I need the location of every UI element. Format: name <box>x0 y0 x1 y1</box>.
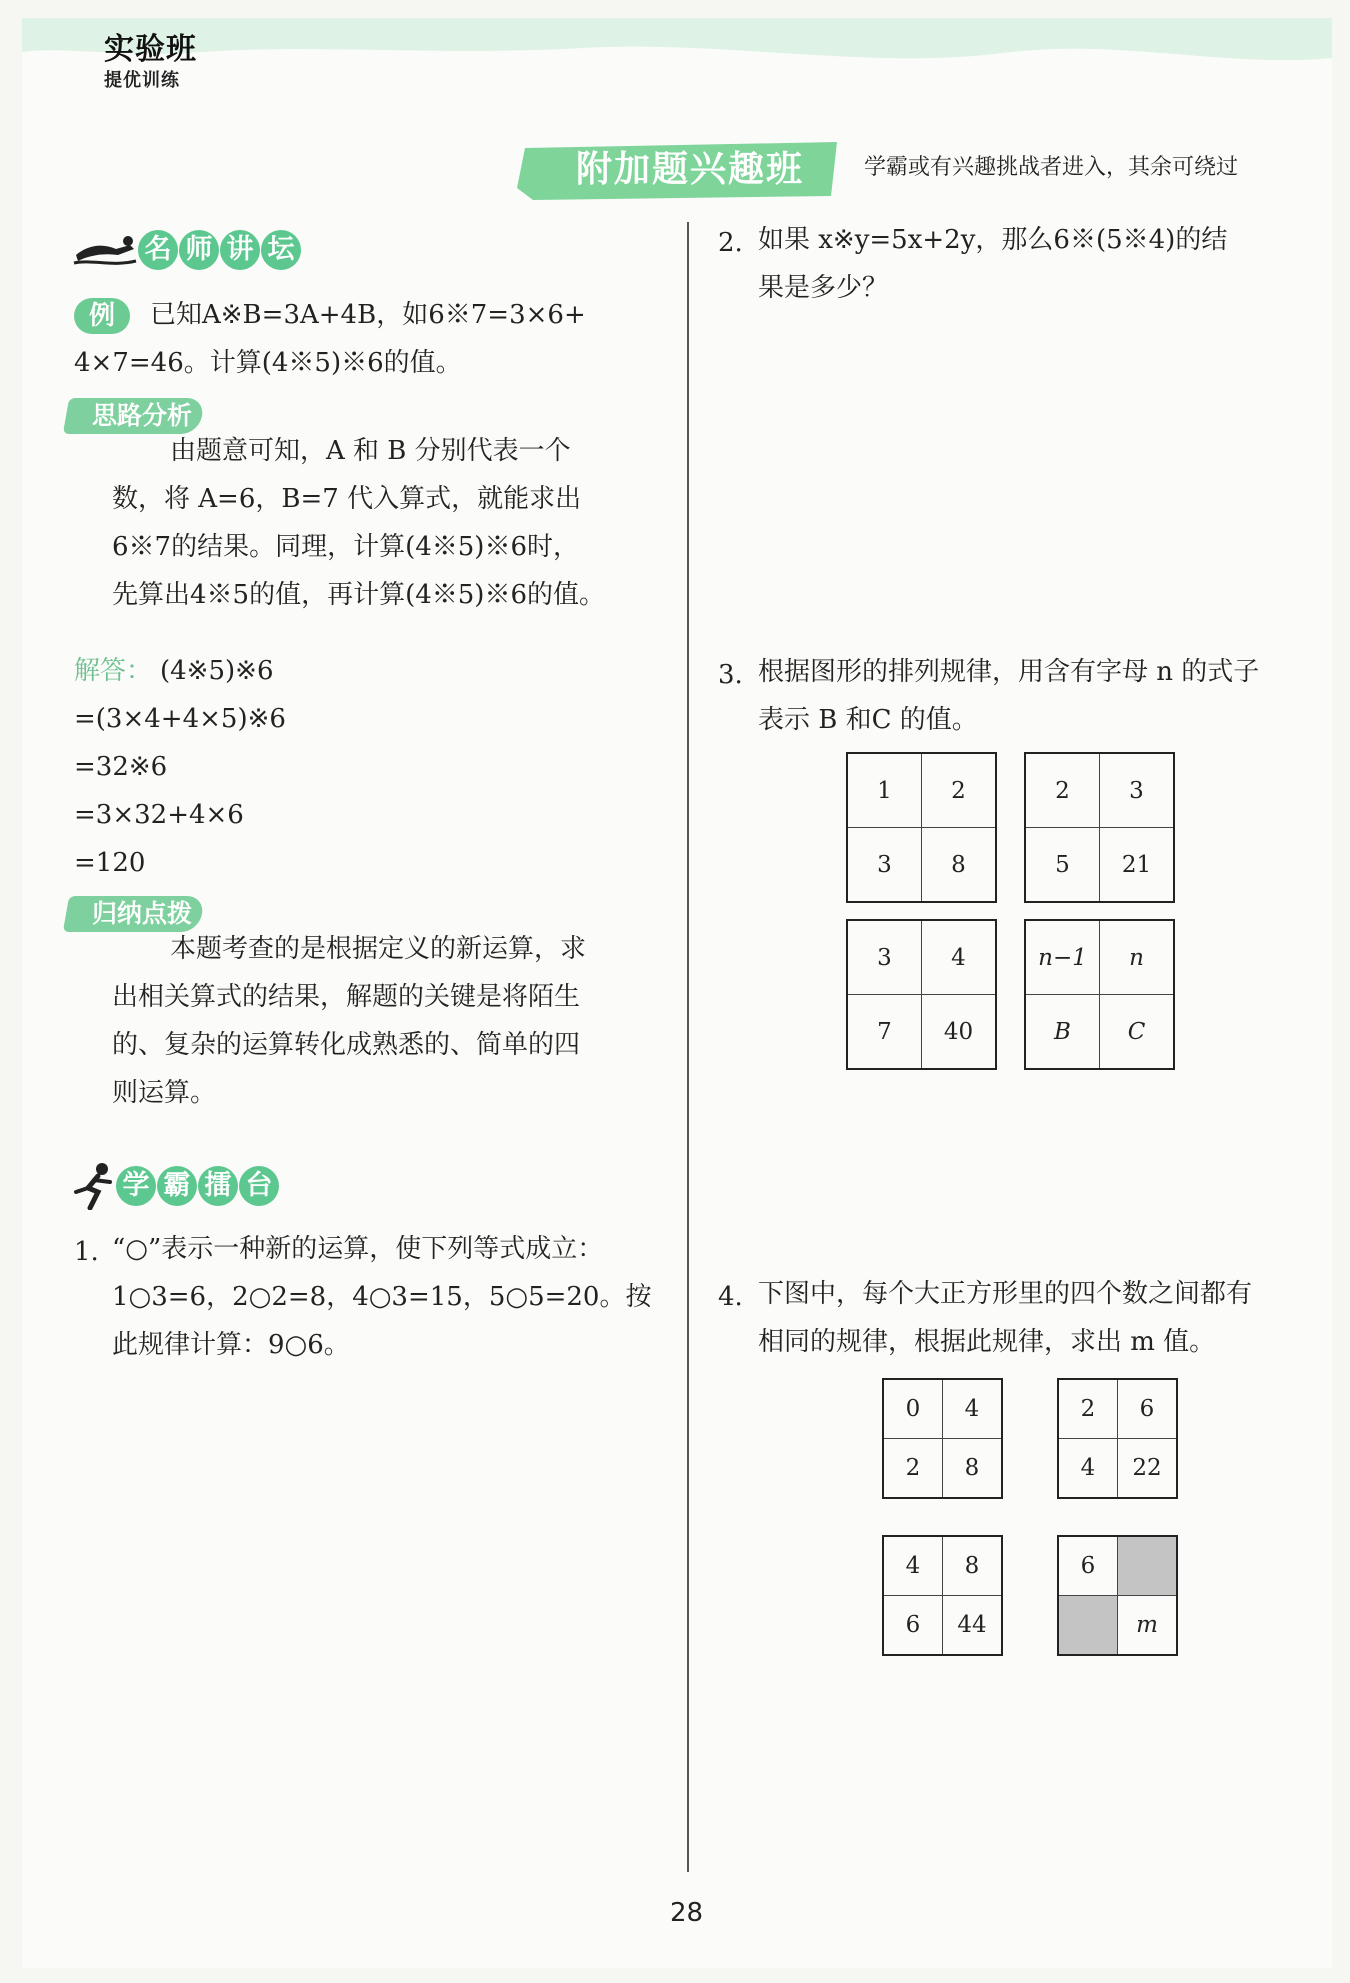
grid-cell: 4 <box>943 1379 1003 1439</box>
grid-cell: 3 <box>1100 753 1175 828</box>
grid-cell: 1 <box>847 753 922 828</box>
grid-cell: 4 <box>883 1536 943 1596</box>
grid-cell: 40 <box>922 995 997 1070</box>
section2-char-0: 学 <box>116 1166 156 1206</box>
grid-cell-shaded <box>1118 1536 1178 1596</box>
q4-grid-3 <box>882 1535 1003 1656</box>
analysis-line-3: 6※7的结果。同理，计算(4※5)※6时， <box>112 532 579 562</box>
summary-line-4: 则运算。 <box>112 1078 217 1108</box>
q2-line-1: 如果 x※y=5x+2y，那么6※(5※4)的结 <box>758 225 1228 255</box>
page-number: 28 <box>670 1898 704 1928</box>
q1-line-3: 此规律计算：9○6。 <box>112 1330 350 1360</box>
q3-grid-1 <box>846 752 997 903</box>
summary-tag: 归纳点拨 <box>63 896 205 932</box>
grid-cell: 3 <box>847 828 922 903</box>
grid-cell: 4 <box>1058 1439 1118 1499</box>
q2-number: 2. <box>718 228 743 258</box>
grid-cell: 6 <box>1118 1379 1178 1439</box>
grid-cell: 0 <box>883 1379 943 1439</box>
grid-cell-shaded <box>1058 1596 1118 1656</box>
analysis-tag: 思路分析 <box>63 398 205 434</box>
analysis-line-2: 数，将 A=6，B=7 代入算式，就能求出 <box>112 484 582 514</box>
q3-line-1: 根据图形的排列规律，用含有字母 n 的式子 <box>758 657 1260 687</box>
grid-cell: 5 <box>1025 828 1100 903</box>
summary-line-2: 出相关算式的结果，解题的关键是将陌生 <box>112 982 581 1012</box>
grid-cell: 8 <box>943 1536 1003 1596</box>
grid-cell: 6 <box>883 1596 943 1656</box>
q1-number: 1. <box>74 1237 99 1267</box>
section-champion-stage <box>72 1162 280 1210</box>
section2-char-3: 台 <box>239 1166 279 1206</box>
q2-line-2: 果是多少？ <box>758 273 889 303</box>
example-badge: 例 <box>74 298 130 334</box>
grid-cell: 2 <box>922 753 997 828</box>
q4-number: 4. <box>718 1282 743 1312</box>
answer-line-2: =(3×4+4×5)※6 <box>74 704 286 734</box>
q4-grid-2 <box>1057 1378 1178 1499</box>
section1-char-0: 名 <box>138 230 178 270</box>
grid-cell: 2 <box>1058 1379 1118 1439</box>
q3-number: 3. <box>718 660 743 690</box>
q4-line-2: 相同的规律，根据此规律，求出 m 值。 <box>758 1327 1216 1357</box>
q3-grid-3 <box>846 919 997 1070</box>
swimmer-icon <box>72 233 138 267</box>
answer-line-4: =3×32+4×6 <box>74 800 244 830</box>
grid-cell: 21 <box>1100 828 1175 903</box>
brand-line1: 实验班 <box>104 32 197 67</box>
answer-line-5: =120 <box>74 848 146 878</box>
banner-title: 附加题兴趣班 <box>575 149 804 190</box>
example-line-1: 已知A※B=3A+4B，如6※7=3×6+ <box>150 300 586 330</box>
answer-line-1: (4※5)※6 <box>160 656 274 686</box>
section2-char-2: 擂 <box>198 1166 238 1206</box>
grid-cell: B <box>1025 995 1100 1070</box>
section1-char-2: 讲 <box>220 230 260 270</box>
section-teacher-forum <box>72 230 302 270</box>
q1-line-2: 1○3=6，2○2=8，4○3=15，5○5=20。按 <box>112 1282 652 1312</box>
summary-line-3: 的、复杂的运算转化成熟悉的、简单的四 <box>112 1030 581 1060</box>
grid-cell: n−1 <box>1025 920 1100 995</box>
grid-cell: 4 <box>922 920 997 995</box>
grid-cell: 6 <box>1058 1536 1118 1596</box>
banner-note: 学霸或有兴趣挑战者进入，其余可绕过 <box>864 155 1239 180</box>
grid-cell: 22 <box>1118 1439 1178 1499</box>
grid-cell: m <box>1118 1596 1178 1656</box>
q1-line-1: “○”表示一种新的运算，使下列等式成立： <box>112 1234 604 1264</box>
runner-icon <box>72 1162 116 1210</box>
grid-cell: 2 <box>883 1439 943 1499</box>
column-divider <box>687 222 689 1872</box>
section1-char-3: 坛 <box>261 230 301 270</box>
section1-char-1: 师 <box>179 230 219 270</box>
q3-grid-2 <box>1024 752 1175 903</box>
grid-cell: C <box>1100 995 1175 1070</box>
q3-line-2: 表示 B 和C 的值。 <box>758 705 978 735</box>
summary-line-1: 本题考查的是根据定义的新运算，求 <box>170 934 587 964</box>
grid-cell: 8 <box>922 828 997 903</box>
section2-char-1: 霸 <box>157 1166 197 1206</box>
analysis-line-4: 先算出4※5的值，再计算(4※5)※6的值。 <box>112 580 605 610</box>
analysis-line-1: 由题意可知，A 和 B 分别代表一个 <box>170 436 571 466</box>
grid-cell: 2 <box>1025 753 1100 828</box>
grid-cell: 44 <box>943 1596 1003 1656</box>
answer-line-3: =32※6 <box>74 752 168 782</box>
q4-grid-4 <box>1057 1535 1178 1656</box>
example-line-2: 4×7=46。计算(4※5)※6的值。 <box>74 348 462 378</box>
grid-cell: 8 <box>943 1439 1003 1499</box>
brand-logo <box>104 24 244 92</box>
answer-label: 解答： <box>74 656 153 686</box>
q3-grid-4 <box>1024 919 1175 1070</box>
q4-line-1: 下图中，每个大正方形里的四个数之间都有 <box>758 1279 1253 1309</box>
brand-line2: 提优训练 <box>104 70 180 91</box>
grid-cell: 7 <box>847 995 922 1070</box>
grid-cell: 3 <box>847 920 922 995</box>
q4-grid-1 <box>882 1378 1003 1499</box>
grid-cell: n <box>1100 920 1175 995</box>
